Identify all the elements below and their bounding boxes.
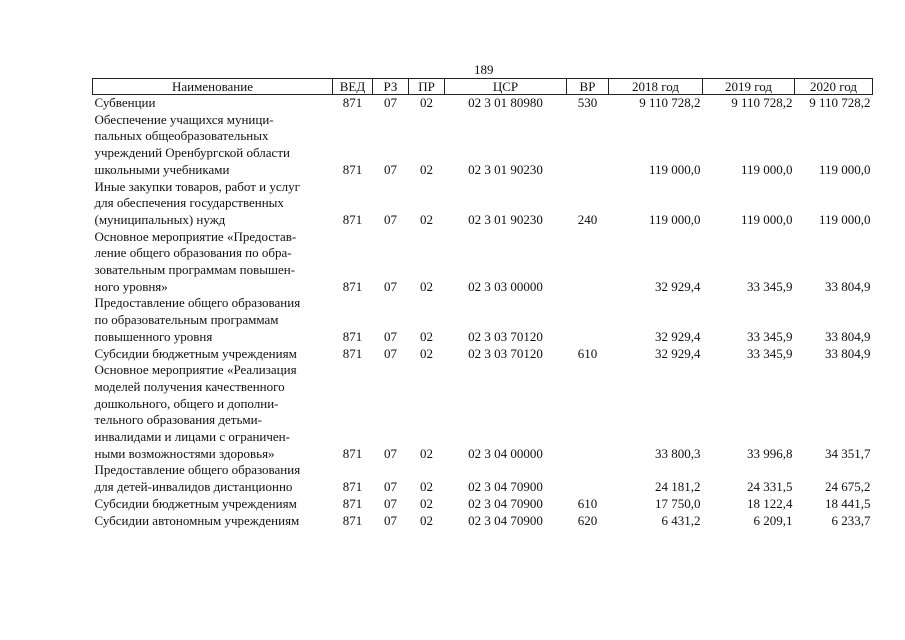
row-vr: 240 xyxy=(577,211,598,227)
row-csr: 02 3 04 00000 xyxy=(468,445,543,461)
row-csr: 02 3 01 80980 xyxy=(468,95,543,110)
row-name: Основное мероприятие «Предостав- ление общего образования по обра- зовательным программам повышен- ного уровня» xyxy=(94,228,297,294)
row-csr: 02 3 01 90230 xyxy=(468,211,543,227)
table-row xyxy=(93,229,873,296)
row-ved: 871 xyxy=(342,211,363,227)
row-2020: 9 110 728,2 xyxy=(809,95,871,110)
column-header-vr: ВР xyxy=(567,79,609,95)
row-pr: 02 xyxy=(420,161,433,177)
row-2020: 33 804,9 xyxy=(825,328,871,344)
row-ved: 871 xyxy=(342,161,363,177)
row-name: Субсидии бюджетным учреждениям xyxy=(94,345,297,361)
row-ved: 871 xyxy=(342,328,363,344)
column-header-ved: ВЕД xyxy=(333,79,373,95)
row-2019: 119 000,0 xyxy=(740,211,793,227)
row-rz: 07 xyxy=(384,445,397,461)
column-header-csr: ЦСР xyxy=(445,79,567,95)
row-2019: 6 209,1 xyxy=(753,512,793,528)
row-vr xyxy=(567,295,609,345)
table-row xyxy=(93,295,873,345)
row-ved: 871 xyxy=(342,495,363,511)
row-pr: 02 xyxy=(420,495,433,511)
column-header-rz: РЗ xyxy=(373,79,409,95)
row-csr: 02 3 01 90230 xyxy=(468,161,543,177)
row-2020: 33 804,9 xyxy=(825,278,871,294)
row-2018: 119 000,0 xyxy=(648,211,701,227)
row-vr: 610 xyxy=(577,345,598,361)
row-2018: 32 929,4 xyxy=(655,278,701,294)
row-pr: 02 xyxy=(420,328,433,344)
row-csr: 02 3 04 70900 xyxy=(468,495,543,511)
row-2019: 33 345,9 xyxy=(747,328,793,344)
row-pr: 02 xyxy=(420,345,433,361)
row-2019: 9 110 728,2 xyxy=(731,95,793,110)
row-ved: 871 xyxy=(342,445,363,461)
row-csr: 02 3 03 70120 xyxy=(468,345,543,361)
row-vr: 620 xyxy=(577,512,598,528)
row-2018: 6 431,2 xyxy=(661,512,701,528)
row-2020: 18 441,5 xyxy=(825,495,871,511)
row-2020: 34 351,7 xyxy=(825,445,871,461)
row-2020: 33 804,9 xyxy=(825,345,871,361)
row-2018: 17 750,0 xyxy=(655,495,701,511)
row-vr xyxy=(567,462,609,495)
row-ved: 871 xyxy=(342,345,363,361)
table-row xyxy=(93,112,873,179)
row-rz: 07 xyxy=(384,495,397,511)
row-2019: 18 122,4 xyxy=(747,495,793,511)
row-name: Иные закупки товаров, работ и услуг для обеспечения государственных (муниципальных) нужд xyxy=(94,178,300,227)
column-header-2018: 2018 год xyxy=(609,79,703,95)
row-csr: 02 3 03 00000 xyxy=(468,278,543,294)
row-2018: 33 800,3 xyxy=(655,445,701,461)
row-vr xyxy=(567,229,609,296)
row-pr: 02 xyxy=(420,95,433,110)
table-row xyxy=(93,513,873,530)
row-name: Предоставление общего образования для детей-инвалидов дистанционно xyxy=(94,462,301,495)
table-row xyxy=(93,496,873,513)
budget-table xyxy=(92,78,873,529)
row-ved: 871 xyxy=(342,278,363,294)
row-rz: 07 xyxy=(384,328,397,344)
table-header-row xyxy=(93,79,873,95)
row-name: Предоставление общего образования по образовательным программам повышенного уровня xyxy=(94,295,301,344)
page-number: 189 xyxy=(474,62,494,77)
row-csr: 02 3 04 70900 xyxy=(468,479,543,495)
row-rz: 07 xyxy=(384,211,397,227)
row-rz: 07 xyxy=(384,278,397,294)
row-rz: 07 xyxy=(384,345,397,361)
row-vr xyxy=(567,112,609,179)
row-2020: 6 233,7 xyxy=(831,512,871,528)
row-2020: 119 000,0 xyxy=(818,161,871,177)
row-2020: 24 675,2 xyxy=(825,479,871,495)
row-vr: 530 xyxy=(577,95,598,110)
row-2019: 33 345,9 xyxy=(747,278,793,294)
row-2019: 24 331,5 xyxy=(747,479,793,495)
table-body xyxy=(93,95,873,530)
row-name: Обеспечение учащихся муници- пальных общеобразовательных учреждений Оренбургской области школьными учебниками xyxy=(94,111,290,177)
row-rz: 07 xyxy=(384,95,397,110)
row-name: Субвенции xyxy=(94,95,156,110)
row-2019: 33 345,9 xyxy=(747,345,793,361)
row-2018: 24 181,2 xyxy=(655,479,701,495)
table-row xyxy=(93,95,873,112)
row-2018: 32 929,4 xyxy=(655,328,701,344)
row-pr: 02 xyxy=(420,278,433,294)
table-row xyxy=(93,179,873,229)
row-pr: 02 xyxy=(420,211,433,227)
row-vr xyxy=(567,362,609,462)
row-pr: 02 xyxy=(420,445,433,461)
column-header-pr: ПР xyxy=(409,79,445,95)
row-csr: 02 3 03 70120 xyxy=(468,328,543,344)
row-name: Субсидии бюджетным учреждениям xyxy=(94,495,297,511)
row-pr: 02 xyxy=(420,479,433,495)
table-row xyxy=(93,462,873,495)
row-2018: 32 929,4 xyxy=(655,345,701,361)
row-rz: 07 xyxy=(384,512,397,528)
row-2019: 119 000,0 xyxy=(740,161,793,177)
row-2018: 119 000,0 xyxy=(648,161,701,177)
row-name: Основное мероприятие «Реализация моделей получения качественного дошкольного, общего и дополни- тельного образования детьми- инвалидами и лицами с ограничен- ными возможностями здоровья» xyxy=(94,362,297,461)
column-header-name: Наименование xyxy=(93,79,333,95)
row-rz: 07 xyxy=(384,479,397,495)
row-ved: 871 xyxy=(342,479,363,495)
row-pr: 02 xyxy=(420,512,433,528)
row-csr: 02 3 04 70900 xyxy=(468,512,543,528)
row-name: Субсидии автономным учреждениям xyxy=(94,512,300,528)
row-2018: 9 110 728,2 xyxy=(639,95,701,110)
column-header-2020: 2020 год xyxy=(795,79,873,95)
table-row xyxy=(93,346,873,363)
row-ved: 871 xyxy=(342,95,363,110)
row-vr: 610 xyxy=(577,495,598,511)
row-ved: 871 xyxy=(342,512,363,528)
row-rz: 07 xyxy=(384,161,397,177)
row-2019: 33 996,8 xyxy=(747,445,793,461)
column-header-2019: 2019 год xyxy=(703,79,795,95)
row-2020: 119 000,0 xyxy=(818,211,871,227)
table-row xyxy=(93,362,873,462)
